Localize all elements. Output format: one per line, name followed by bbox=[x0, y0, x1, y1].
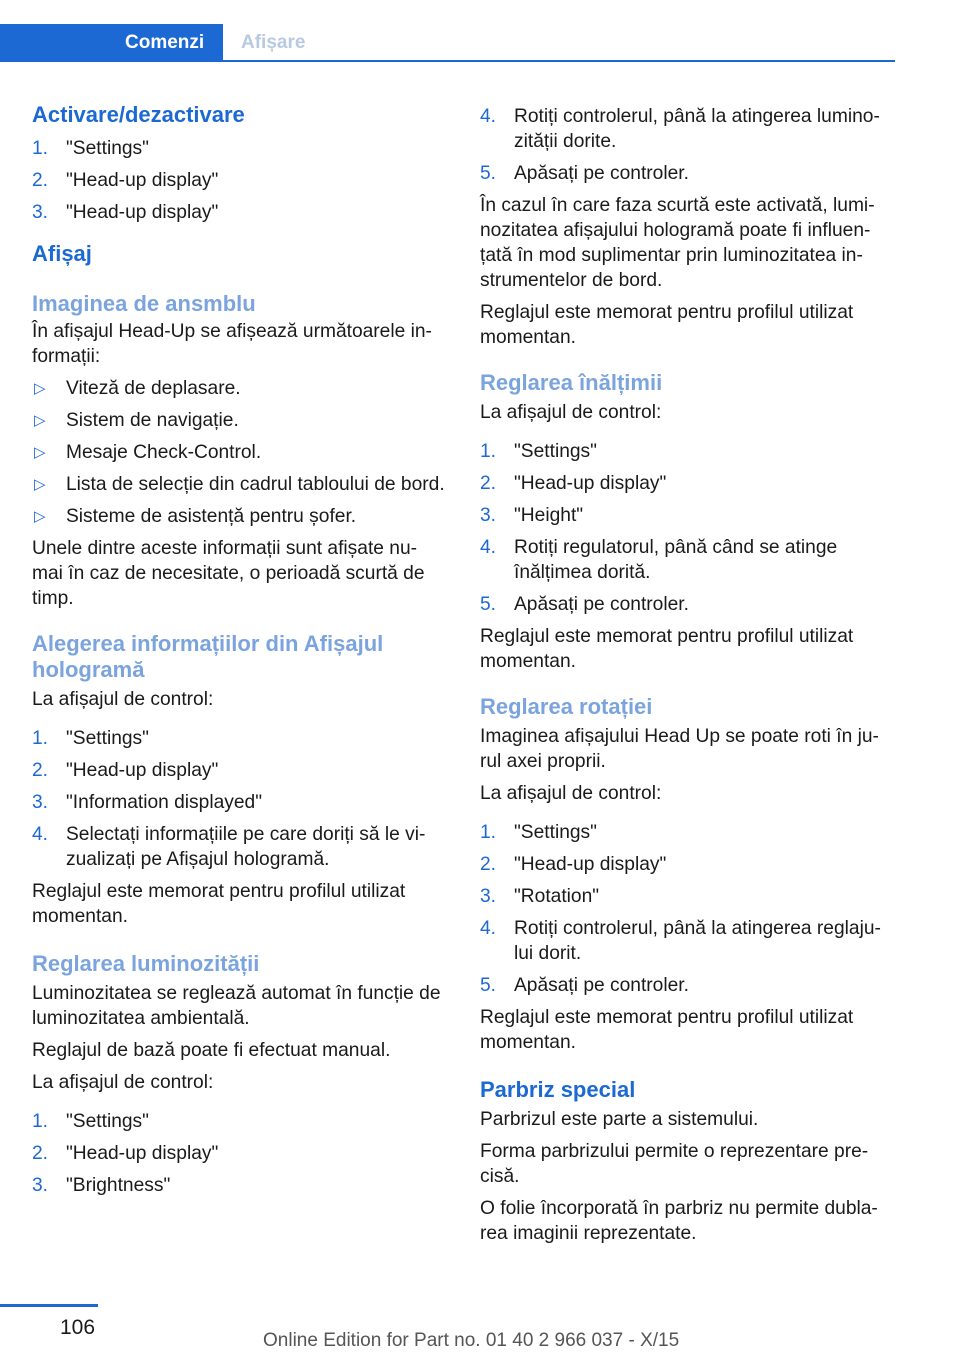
imaginea-intro: În afișajul Head-Up se afișează următoarele in-formații: bbox=[32, 321, 432, 367]
heading-imaginea: Imaginea de ansmblu bbox=[32, 291, 256, 316]
list-item: 2. "Head-up display" bbox=[480, 854, 667, 875]
parbriz-p3: O folie încorporată în parbriz nu permite dubla-rea imaginii reprezentate. bbox=[480, 1198, 878, 1244]
edition-footer: Online Edition for Part no. 01 40 2 966 037 - X/15 bbox=[263, 1330, 680, 1351]
heading-activare: Activare/dezactivare bbox=[32, 102, 245, 127]
inaltime-intro: La afișajul de control: bbox=[480, 402, 662, 423]
list-item: 5. Apăsați pe controler. bbox=[480, 975, 689, 996]
list-item: 4. Rotiți controlerul, până la atingerea reglaju-lui dorit. bbox=[480, 918, 881, 964]
triangle-bullet-icon: ▷ bbox=[34, 412, 46, 429]
luminozitate-p1: Luminozitatea se reglează automat în funcție de luminozitatea ambientală. bbox=[32, 983, 441, 1029]
triangle-bullet-icon: ▷ bbox=[34, 508, 46, 525]
heading-luminozitate: Reglarea luminozității bbox=[32, 951, 260, 976]
rotatie-p1: Imaginea afișajului Head Up se poate roti în ju-rul axei proprii. bbox=[480, 726, 879, 772]
triangle-bullet-icon: ▷ bbox=[34, 380, 46, 397]
activare-steps bbox=[32, 136, 447, 225]
rotatie-intro: La afișajul de control: bbox=[480, 783, 662, 804]
list-item: ▷ Mesaje Check-Control. bbox=[34, 442, 262, 463]
inaltime-note: Reglajul este memorat pentru profilul utilizat momentan. bbox=[480, 626, 854, 672]
page-number-rule bbox=[0, 1304, 98, 1307]
page-number: 106 bbox=[60, 1316, 96, 1339]
triangle-bullet-icon: ▷ bbox=[34, 444, 46, 461]
chapter-tabs bbox=[0, 24, 895, 62]
list-item: ▷ Lista de selecție din cadrul tabloului de bord. bbox=[34, 474, 445, 495]
list-item: 4. Selectați informațiile pe care doriți să le vi-zualizați pe Afișajul hologramă. bbox=[32, 824, 426, 870]
luminozitate-intro: La afișajul de control: bbox=[32, 1072, 214, 1093]
heading-parbriz: Parbriz special bbox=[480, 1077, 636, 1102]
list-item: 5. Apăsați pe controler. bbox=[480, 163, 689, 184]
list-item: ▷ Viteză de deplasare. bbox=[34, 378, 241, 399]
parbriz-p2: Forma parbrizului permite o reprezentare pre-cisă. bbox=[480, 1141, 869, 1187]
list-item: 3. "Information displayed" bbox=[32, 792, 263, 813]
rotatie-steps bbox=[480, 820, 895, 998]
list-item: 1. "Settings" bbox=[480, 441, 597, 462]
list-item: 3. "Height" bbox=[480, 505, 584, 526]
heading-afisaj: Afișaj bbox=[32, 241, 92, 266]
imaginea-note: Unele dintre aceste informații sunt afișate nu-mai în caz de necesitate, o perioadă scurtă de timp. bbox=[32, 538, 425, 609]
imaginea-bullets bbox=[32, 376, 447, 529]
tab-comenzi[interactable]: Comenzi bbox=[0, 24, 223, 62]
list-item: 2. "Head-up display" bbox=[32, 1143, 219, 1164]
lum-cont-note: Reglajul este memorat pentru profilul utilizat momentan. bbox=[480, 302, 854, 348]
alegerea-intro: La afișajul de control: bbox=[32, 689, 214, 710]
list-item: 2. "Head-up display" bbox=[32, 170, 219, 191]
list-item: 5. Apăsați pe controler. bbox=[480, 594, 689, 615]
luminozitate-p2: Reglajul de bază poate fi efectuat manual. bbox=[32, 1040, 391, 1061]
list-item: 4. Rotiți regulatorul, până când se atinge înălțimea dorită. bbox=[480, 537, 838, 583]
list-item: 1. "Settings" bbox=[32, 728, 149, 749]
parbriz-p1: Parbrizul este parte a sistemului. bbox=[480, 1109, 759, 1130]
list-item: 2. "Head-up display" bbox=[480, 473, 667, 494]
alegerea-steps bbox=[32, 726, 447, 872]
list-item: 3. "Rotation" bbox=[480, 886, 600, 907]
lum-cont-p1: În cazul în care faza scurtă este activată, lumi-nozitatea afișajului hologramă poate fi influen-țată în mod suplimentar prin luminozitatea in-strumentelor de bord. bbox=[480, 195, 875, 291]
heading-inaltime: Reglarea înălțimii bbox=[480, 370, 663, 395]
list-item: 1. "Settings" bbox=[32, 138, 149, 159]
luminozitate-steps bbox=[32, 1109, 447, 1198]
left-column bbox=[32, 100, 447, 1205]
list-item: ▷ Sistem de navigație. bbox=[34, 410, 239, 431]
luminozitate-steps-continued bbox=[480, 104, 895, 186]
list-item: 1. "Settings" bbox=[480, 822, 597, 843]
heading-alegerea: Alegerea informațiilor din Afișajul hologramă bbox=[32, 631, 384, 682]
triangle-bullet-icon: ▷ bbox=[34, 476, 46, 493]
list-item: 2. "Head-up display" bbox=[32, 760, 219, 781]
list-item: 3. "Head-up display" bbox=[32, 202, 219, 223]
list-item: 3. "Brightness" bbox=[32, 1175, 171, 1196]
list-item: 4. Rotiți controlerul, până la atingerea lumino-zității dorite. bbox=[480, 106, 880, 152]
inaltime-steps bbox=[480, 439, 895, 617]
rotatie-note: Reglajul este memorat pentru profilul utilizat momentan. bbox=[480, 1007, 854, 1053]
list-item: 1. "Settings" bbox=[32, 1111, 149, 1132]
right-column bbox=[480, 104, 895, 1253]
tab-afisare[interactable]: Afișare bbox=[241, 32, 306, 53]
alegerea-note: Reglajul este memorat pentru profilul utilizat momentan. bbox=[32, 881, 406, 927]
heading-rotatie: Reglarea rotației bbox=[480, 694, 653, 719]
list-item: ▷ Sisteme de asistență pentru șofer. bbox=[34, 506, 357, 527]
